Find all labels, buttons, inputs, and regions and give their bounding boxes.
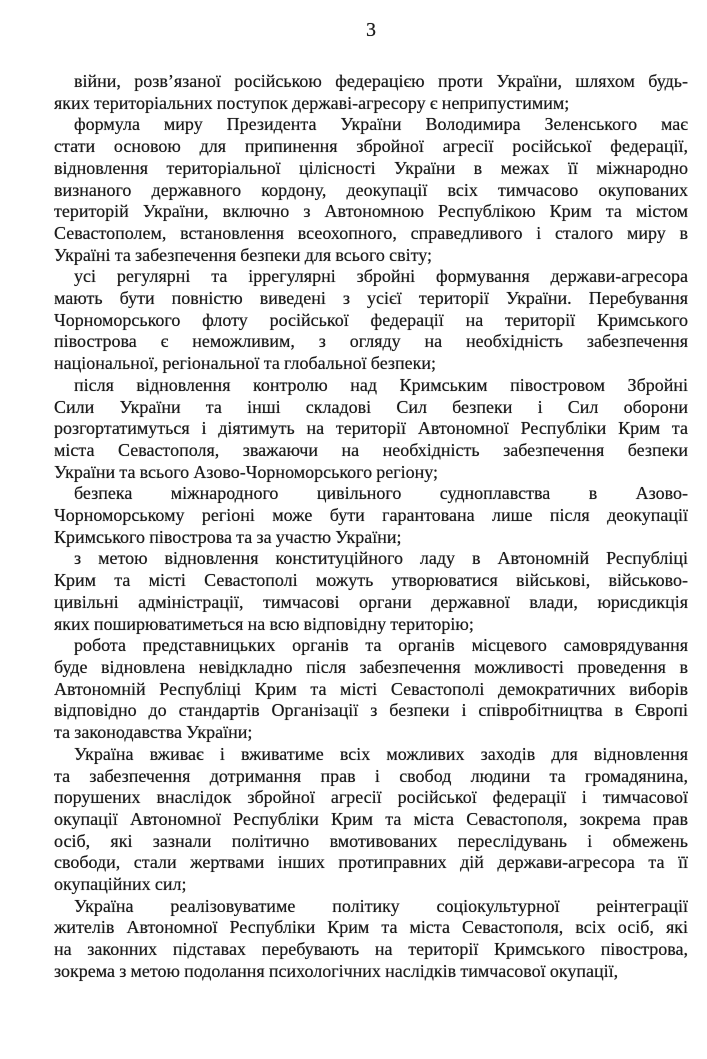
text-line: мають бути повністю виведені з усієї території України. Перебування (54, 288, 688, 309)
text-line: міста Севастополя, зважаючи на необхідність забезпечення безпеки (54, 439, 688, 460)
text-line: яких поширюватиметься на всю відповідну територію; (54, 613, 474, 634)
text-line: робота представницьких органів та органів місцевого самоврядування (74, 635, 688, 656)
text-line: відповідно до стандартів Організації з безпеки і співробітництва в Європі (54, 700, 688, 721)
paragraph (54, 266, 688, 375)
paragraph (54, 483, 688, 548)
text-line: окупаційних сил; (54, 874, 187, 895)
paragraph (54, 114, 688, 266)
text-line: Україні та забезпечення безпеки для всього світу; (54, 244, 432, 265)
text-line: Україна реалізовуватиме політику соціокультурної реінтеграції (74, 895, 688, 916)
text-line: півострова є неможливим, з огляду на необхідність забезпечення (54, 331, 688, 352)
text-line: Севастополем, встановлення всеохопного, справедливого і сталого миру в (54, 222, 688, 243)
paragraph (54, 635, 688, 744)
text-line: визнаного державного кордону, деокупації всіх тимчасово окупованих (54, 179, 688, 200)
page-number: 3 (366, 19, 376, 41)
text-line: формула миру Президента України Володимира Зеленського має (74, 114, 688, 135)
text-line: цивільні адміністрації, тимчасові органи державної влади, юрисдикція (54, 591, 688, 612)
text-line: територій України, включно з Автономною Республікою Крим та містом (54, 201, 688, 222)
text-line: Чорноморського флоту російської федерації на території Кримського (54, 309, 688, 330)
text-line: розгортатимуться і діятимуть на території Автономної Республіки Крим та (54, 418, 688, 439)
text-line: та законодавства України; (54, 722, 253, 743)
paragraph (54, 548, 688, 635)
text-line: зокрема з метою подолання психологічних наслідків тимчасової окупації, (54, 960, 619, 981)
text-line: Сили України та інші складові Сил безпеки і Сил оборони (54, 396, 688, 417)
text-line: стати основою для припинення збройної агресії російської федерації, (54, 136, 688, 157)
document-body (54, 71, 688, 983)
text-line: Автономній Республіці Крим та місті Севастополі демократичних виборів (54, 678, 688, 699)
text-line: відновлення територіальної цілісності України в межах її міжнародно (54, 157, 688, 178)
text-line: усі регулярні та іррегулярні збройні формування держави-агресора (74, 266, 688, 287)
text-line: України та всього Азово-Чорноморського регіону; (54, 461, 439, 482)
text-line: Крим та місті Севастополі можуть утворюватися військові, військово- (54, 570, 688, 591)
text-line: на законних підставах перебувають на території Кримського півострова, (54, 939, 688, 960)
text-line: окупації Автономної Республіки Крим та міста Севастополя, зокрема прав (54, 808, 688, 829)
text-line: свободи, стали жертвами інших протиправних дій держави-агресора та її (54, 852, 688, 873)
text-line: Кримського півострова та за участю України; (54, 526, 402, 547)
text-line: безпека міжнародного цивільного судноплавства в Азово- (74, 483, 688, 504)
text-line: осіб, які зазнали політично вмотивованих переслідувань і обмежень (54, 830, 688, 851)
paragraph (54, 375, 688, 484)
paragraph (54, 71, 688, 114)
paragraph (54, 744, 688, 896)
text-line: жителів Автономної Республіки Крим та міста Севастополя, всіх осіб, які (54, 917, 688, 938)
text-line: Україна вживає і вживатиме всіх можливих заходів для відновлення (74, 743, 688, 764)
paragraph (54, 896, 688, 983)
text-line: яких територіальних поступок державі-агресору є неприпустимим; (54, 92, 570, 113)
text-line: з метою відновлення конституційного ладу в Автономній Республіці (74, 548, 688, 569)
text-line: після відновлення контролю над Кримським півостровом Збройні (74, 374, 688, 395)
text-line: Чорноморському регіоні може бути гарантована лише після деокупації (54, 505, 688, 526)
text-line: буде відновлена невідкладно після забезпечення можливості проведення в (54, 656, 688, 677)
text-line: та забезпечення дотримання прав і свобод людини та громадянина, (54, 765, 688, 786)
text-line: війни, розв’язаної російською федерацією проти України, шляхом будь- (74, 71, 688, 91)
text-line: національної, регіональної та глобальної безпеки; (54, 353, 437, 374)
text-line: порушених внаслідок збройної агресії російської федерації і тимчасової (54, 787, 688, 808)
